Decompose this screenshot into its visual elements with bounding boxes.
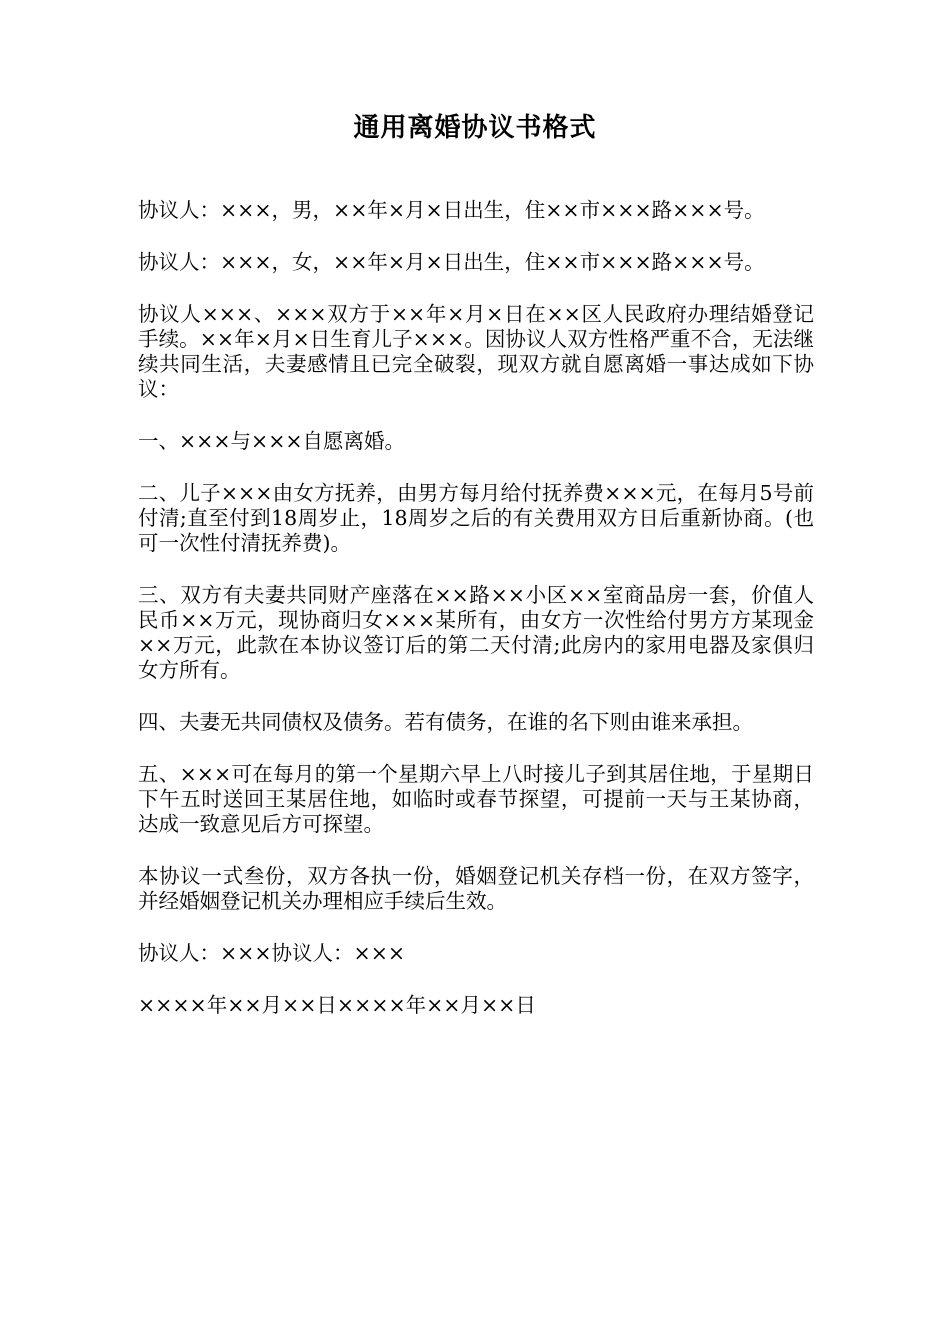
- signature-line: 协议人：×××协议人：×××: [138, 941, 406, 965]
- date-line: ××××年××月××日××××年××月××日: [138, 993, 536, 1017]
- effectiveness-paragraph: 本协议一式叁份，双方各执一份，婚姻登记机关存档一份，在双方签字，并经婚姻登记机关办理相应手续后生效。: [138, 864, 814, 913]
- clause-three-paragraph: 三、双方有夫妻共同财产座落在××路××小区××室商品房一套，价值人民币××万元，现协商归女×××某所有，由女方一次性给付男方方某现金××万元，此款在本协议签订后的第二天付清;此房内的家用电器及家俱归女方所有。: [138, 583, 814, 682]
- document-title: 通用离婚协议书格式: [353, 113, 597, 143]
- clause-four-paragraph: 四、夫妻无共同债权及债务。若有债务，在谁的名下则由谁来承担。: [138, 710, 753, 734]
- party-one-paragraph: 协议人：×××，男，××年×月×日出生，住××市×××路×××号。: [138, 198, 765, 222]
- party-two-paragraph: 协议人：×××，女，××年×月×日出生，住××市×××路×××号。: [138, 250, 765, 274]
- clause-two-paragraph: 二、儿子×××由女方抚养，由男方每月给付抚养费×××元，在每月5号前付清;直至付到18周岁止，18周岁之后的有关费用双方日后重新协商。(也可一次性付清抚养费)。: [138, 481, 814, 555]
- clause-five-paragraph: 五、×××可在每月的第一个星期六早上八时接儿子到其居住地，于星期日下午五时送回王某居住地，如临时或春节探望，可提前一天与王某协商，达成一致意见后方可探望。: [138, 762, 814, 836]
- document-body: [138, 198, 814, 1045]
- preamble-paragraph: 协议人×××、×××双方于××年×月×日在××区人民政府办理结婚登记手续。××年×月×日生育儿子×××。因协议人双方性格严重不合，无法继续共同生活，夫妻感情且已完全破裂，现双方就自愿离婚一事达成如下协议：: [138, 302, 814, 401]
- clause-one-paragraph: 一、×××与×××自愿离婚。: [138, 429, 406, 453]
